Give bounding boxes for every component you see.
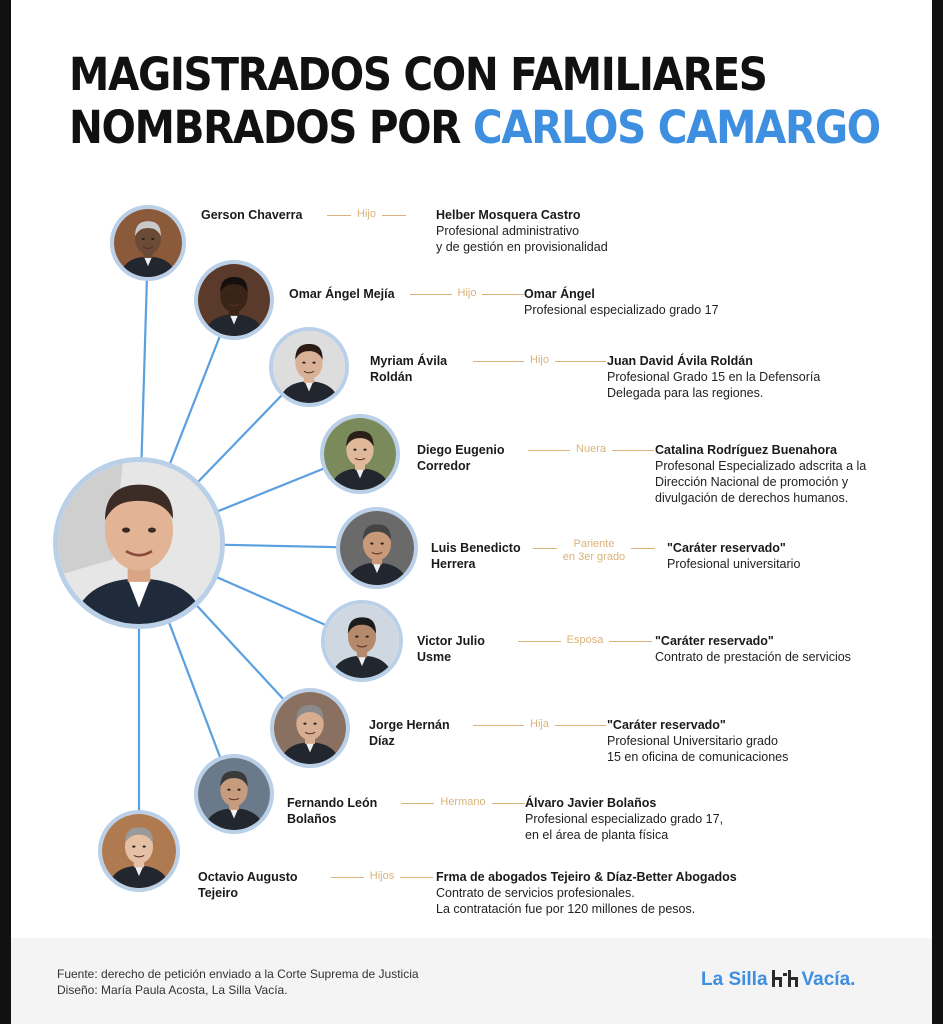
- portrait-icon: [320, 414, 400, 494]
- family-member: [667, 540, 800, 572]
- chairs-logo-icon: [771, 968, 799, 988]
- design-credit: Diseño: María Paula Acosta, La Silla Vacía.: [57, 983, 288, 997]
- logo-text-right: Vacía.: [801, 969, 856, 990]
- relation-label: Nuera: [528, 443, 654, 456]
- la-silla-vacia-logo: [701, 968, 855, 991]
- source-line: Fuente: derecho de petición enviado a la Corte Suprema de Justicia: [57, 967, 419, 981]
- logo-text-left: La Silla: [701, 969, 768, 990]
- magistrate-name: Myriam Ávila Roldán: [370, 354, 448, 384]
- family-member: [607, 353, 820, 401]
- family-member: [436, 869, 737, 917]
- footer: [11, 938, 932, 1024]
- relation-label: Hijo: [327, 208, 406, 221]
- relation-label: Hija: [473, 718, 606, 731]
- family-member: [655, 442, 866, 506]
- magistrate-name: Fernando León Bolaños: [287, 796, 378, 826]
- portrait-icon: [321, 600, 403, 682]
- magistrate-name: Victor Julio Usme: [417, 634, 485, 664]
- portrait-icon: [98, 810, 180, 892]
- family-member-name: Álvaro Javier Bolaños: [525, 796, 657, 810]
- family-member-name: Juan David Ávila Roldán: [607, 354, 753, 368]
- family-member-name: Frma de abogados Tejeiro & Díaz-Better Abogados: [436, 870, 737, 884]
- family-member-details: Profesional Universitario grado 15 en oficina de comunicaciones: [607, 734, 789, 764]
- magistrate-name: Octavio Augusto Tejeiro: [198, 870, 298, 900]
- magistrate-name: Diego Eugenio Corredor: [417, 443, 505, 473]
- title-line-2-dark: NOMBRADOS POR: [69, 101, 473, 154]
- family-member-details: Contrato de prestación de servicios: [655, 650, 851, 664]
- family-member-name: "Caráter reservado": [607, 718, 726, 732]
- magistrate-name: Luis Benedicto Herrera: [431, 541, 521, 571]
- family-member: [436, 207, 608, 255]
- relation-label: Pariente en 3er grado: [533, 538, 655, 564]
- relation-label: Hijo: [473, 354, 606, 367]
- magistrate-name: Gerson Chaverra: [201, 208, 303, 222]
- family-member: [655, 633, 851, 665]
- family-member-details: Profesional especializado grado 17, en el área de planta física: [525, 812, 724, 842]
- portrait-icon: [336, 507, 418, 589]
- portrait-icon: [269, 327, 349, 407]
- family-member-name: Helber Mosquera Castro: [436, 208, 581, 222]
- family-member-name: Catalina Rodríguez Buenahora: [655, 443, 837, 457]
- center-portrait-icon: [53, 457, 225, 629]
- family-member-name: Omar Ángel: [524, 287, 595, 301]
- portrait-icon: [110, 205, 186, 281]
- relation-label: Esposa: [518, 634, 652, 647]
- relation-label: Hijo: [410, 287, 524, 300]
- family-member-details: Profesional especializado grado 17: [524, 303, 719, 317]
- family-member-details: Contrato de servicios profesionales. La contratación fue por 120 millones de pesos.: [436, 886, 696, 916]
- family-member-name: "Caráter reservado": [667, 541, 786, 555]
- magistrate-name: Omar Ángel Mejía: [289, 287, 395, 301]
- carlos-camargo-portrait: [58, 462, 220, 624]
- family-member: [607, 717, 788, 765]
- portrait-icon: [194, 260, 274, 340]
- portrait-icon: [270, 688, 350, 768]
- family-member-details: Profesonal Especializado adscrita a la Dirección Nacional de promoción y divulgación de derechos humanos.: [655, 459, 867, 505]
- family-member-name: "Caráter reservado": [655, 634, 774, 648]
- portrait-icon: [194, 754, 274, 834]
- source-note: [57, 966, 419, 998]
- family-member-details: Profesional administrativo y de gestión en provisionalidad: [436, 224, 608, 254]
- title-highlight: CARLOS CAMARGO: [472, 101, 880, 154]
- family-member-details: Profesional Grado 15 en la Defensoría Delegada para las regiones.: [607, 370, 821, 400]
- relation-label: Hijos: [331, 870, 433, 883]
- relation-label: Hermano: [401, 796, 525, 809]
- family-member: [525, 795, 723, 843]
- family-member: [524, 286, 719, 318]
- title-line-1: MAGISTRADOS CON FAMILIARES: [69, 48, 767, 101]
- infographic-card: [11, 0, 932, 1024]
- magistrate-name: Jorge Hernán Díaz: [369, 718, 450, 748]
- family-member-details: Profesional universitario: [667, 557, 801, 571]
